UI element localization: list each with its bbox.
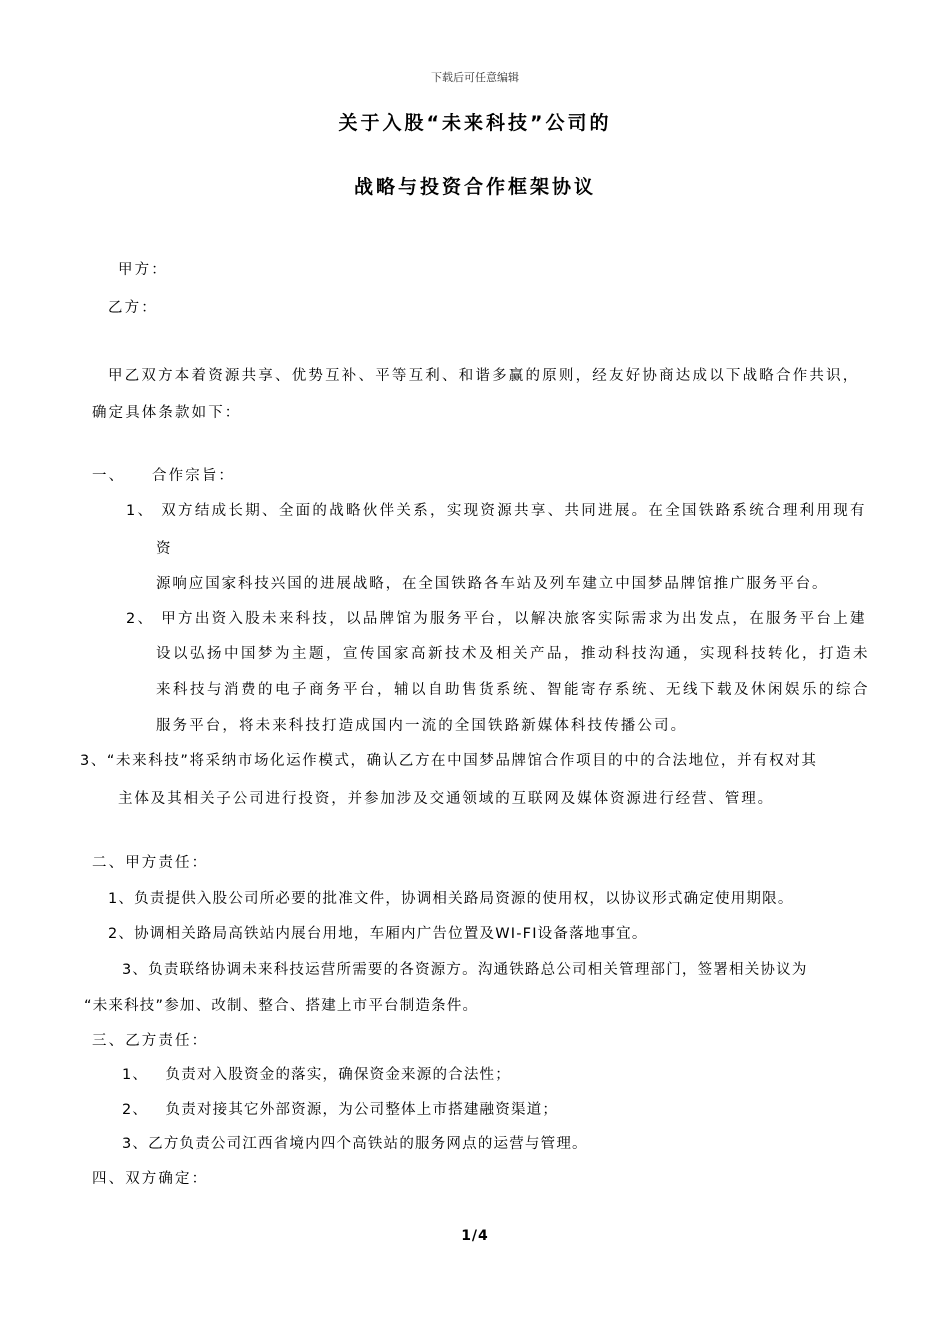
section2-heading: 二、甲方责任： (92, 855, 209, 871)
section2-item1: 1、负责提供入股公司所必要的批准文件，协调相关路局资源的使用权，以协议形式确定使用期限。 (108, 891, 794, 907)
section4-heading: 四、双方确定： (92, 1171, 209, 1187)
party-b-label: 乙方： (108, 300, 158, 316)
page-number: 1/4 (461, 1228, 489, 1244)
intro-line-1: 甲乙双方本着资源共享、优势互补、平等互利、和谐多赢的原则，经友好协商达成以下战略合作共识， (108, 368, 860, 384)
section3-item2: 2、 负责对接其它外部资源，为公司整体上市搭建融资渠道； (122, 1102, 559, 1118)
header-note: 下载后可任意编辑 (431, 71, 519, 84)
section1-item3-line2: 主体及其相关子公司进行投资，并参加涉及交通领域的互联网及媒体资源进行经营、管理。 (118, 791, 774, 807)
title-line-2: 战略与投资合作框架协议 (353, 176, 596, 198)
section1-item1-line1: 1、 双方结成长期、全面的战略伙伴关系，实现资源共享、共同进展。在全国铁路系统合理利用现有 (126, 503, 867, 519)
section1-item3-line1: 3、“未来科技”将采纳市场化运作模式，确认乙方在中国梦品牌馆合作项目的中的合法地位，并有权对其 (80, 753, 818, 769)
section1-item2-line3: 来科技与消费的电子商务平台，辅以自助售货系统、智能寄存系统、无线下载及休闲娱乐的综合 (156, 682, 870, 698)
section2-item3-line1: 3、负责联络协调未来科技运营所需要的各资源方。沟通铁路总公司相关管理部门，签署相关协议为 (122, 962, 808, 978)
section1-item2-line4: 服务平台，将未来科技打造成国内一流的全国铁路新媒体科技传播公司。 (156, 718, 688, 734)
section1-item1-line3: 源响应国家科技兴国的进展战略，在全国铁路各车站及列车建立中国梦品牌馆推广服务平台。 (156, 576, 829, 592)
section1-item2-line1: 2、 甲方出资入股未来科技，以品牌馆为服务平台，以解决旅客实际需求为出发点，在服务平台上建 (126, 611, 867, 627)
section2-item2: 2、协调相关路局高铁站内展台用地，车厢内广告位置及WI-FI设备落地事宜。 (108, 926, 648, 942)
section1-item1-line2: 资 (156, 541, 173, 557)
section3-item1: 1、 负责对入股资金的落实，确保资金来源的合法性； (122, 1067, 511, 1083)
title-line-1: 关于入股“未来科技”公司的 (338, 112, 612, 134)
party-a-label: 甲方： (118, 262, 168, 278)
section1-item2-line2: 设以弘扬中国梦为主题，宣传国家高新技术及相关产品，推动科技沟通，实现科技转化，打造未 (156, 646, 870, 662)
section3-item3: 3、乙方负责公司江西省境内四个高铁站的服务网点的运营与管理。 (122, 1136, 588, 1152)
section1-heading: 一、 合作宗旨： (92, 468, 236, 484)
section3-heading: 三、乙方责任： (92, 1033, 209, 1049)
section2-item3-line2: “未来科技”参加、改制、整合、搭建上市平台制造条件。 (84, 998, 479, 1014)
intro-line-2: 确定具体条款如下： (92, 405, 242, 421)
